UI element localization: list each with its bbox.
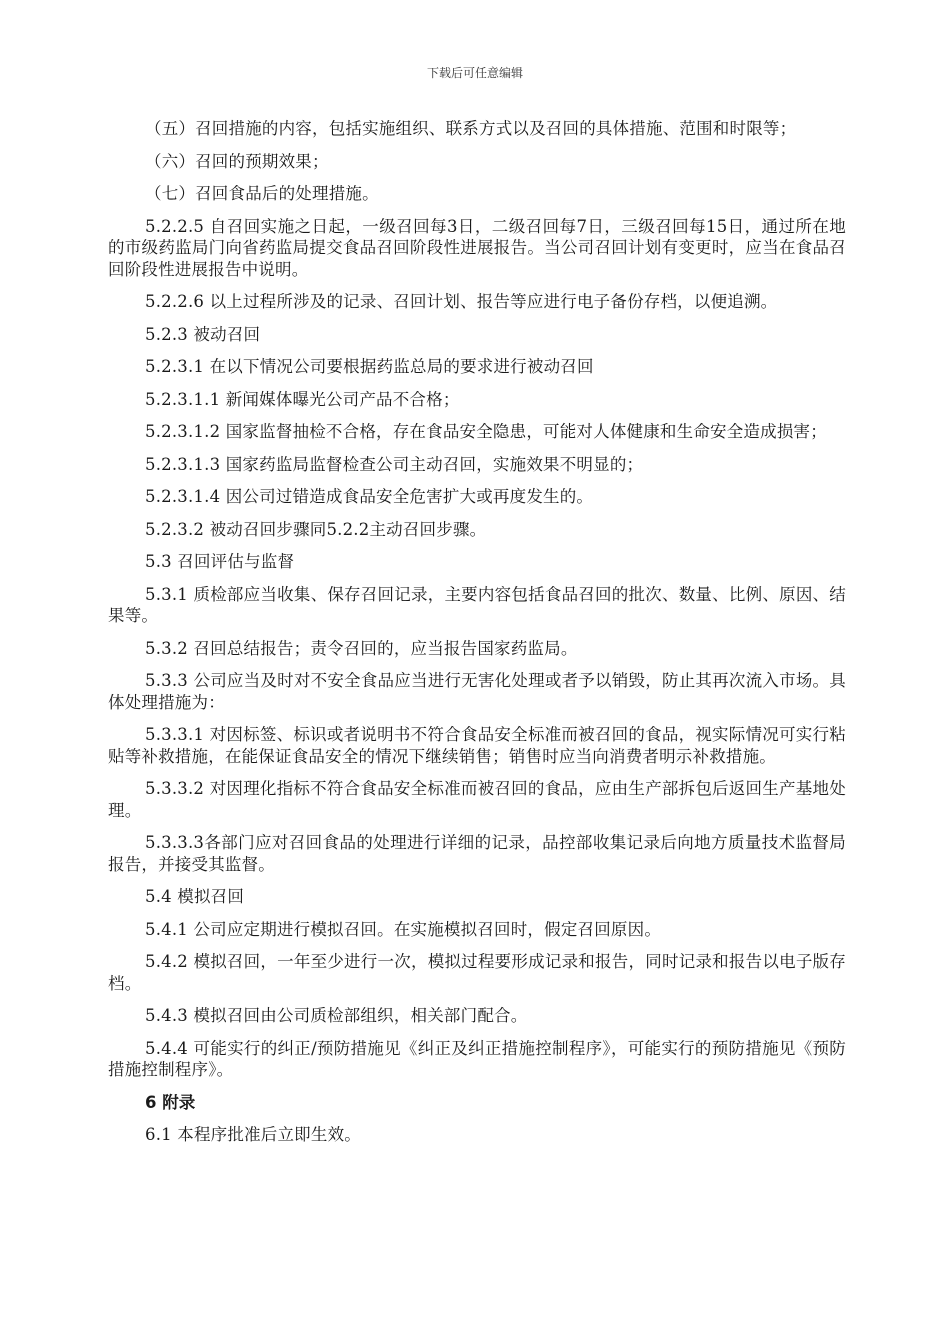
paragraph-5-4-2: 5.4.2 模拟召回，一年至少进行一次，模拟过程要形成记录和报告，同时记录和报告以电子版存档。 [108,952,846,993]
paragraph-5-4-4: 5.4.4 可能实行的纠正/预防措施见《纠正及纠正措施控制程序》，可能实行的预防措施见《预防措施控制程序》。 [108,1038,846,1079]
paragraph-5-4-1: 5.4.1 公司应定期进行模拟召回。在实施模拟召回时，假定召回原因。 [145,919,662,939]
paragraph-5-2-3-1-1: 5.2.3.1.1 新闻媒体曝光公司产品不合格； [145,389,460,409]
paragraph-5-2-3-2: 5.2.3.2 被动召回步骤同5.2.2主动召回步骤。 [145,519,487,539]
paragraph-expected-effect: （六）召回的预期效果； [145,151,329,171]
paragraph-5-2-3-1: 5.2.3.1 在以下情况公司要根据药监总局的要求进行被动召回 [145,357,594,376]
paragraph-5-3-2: 5.3.2 召回总结报告；责令召回的，应当报告国家药监局。 [145,638,578,658]
paragraph-5-3-3-3: 5.3.3.3各部门应对召回食品的处理进行详细的记录，品控部收集记录后向地方质量技术监督局报告，并接受其监督。 [108,833,846,874]
paragraph-5-4: 5.4 模拟召回 [145,887,245,906]
header-note: 下载后可任意编辑 [426,66,523,80]
paragraph-5-3-1: 5.3.1 质检部应当收集、保存召回记录，主要内容包括食品召回的批次、数量、比例、原因、结果等。 [108,584,846,625]
paragraph-5-3-3: 5.3.3 公司应当及时对不安全食品应当进行无害化处理或者予以销毁，防止其再次流入市场。具体处理措施为： [108,671,846,712]
paragraph-5-3-3-2: 5.3.3.2 对因理化指标不符合食品安全标准而被召回的食品，应由生产部拆包后返回生产基地处理。 [108,779,846,820]
paragraph-6-1: 6.1 本程序批准后立即生效。 [145,1125,361,1144]
section-6-heading: 6 附录 [145,1092,196,1112]
paragraph-5-4-3: 5.4.3 模拟召回由公司质检部组织，相关部门配合。 [145,1006,528,1025]
paragraph-recall-measures: （五）召回措施的内容，包括实施组织、联系方式以及召回的具体措施、范围和时限等； [145,119,797,138]
paragraph-5-2-3-1-4: 5.2.3.1.4 因公司过错造成食品安全危害扩大或再度发生的。 [145,487,594,506]
paragraph-5-2-2-6: 5.2.2.6 以上过程所涉及的记录、召回计划、报告等应进行电子备份存档，以便追溯。 [145,292,778,311]
paragraph-5-2-3-1-3: 5.2.3.1.3 国家药监局监督检查公司主动召回，实施效果不明显的； [145,454,644,474]
paragraph-5-3: 5.3 召回评估与监督 [145,552,295,571]
paragraph-5-2-3-1-2: 5.2.3.1.2 国家监督抽检不合格，存在食品安全隐患，可能对人体健康和生命安全造成损害； [145,422,827,441]
paragraph-5-2-2-5: 5.2.2.5 自召回实施之日起，一级召回每3日，二级召回每7日，三级召回每15日，通过所在地的市级药监局门向省药监局提交食品召回阶段性进展报告。当公司召回计划有变更时，应当在食品召回阶段性进展报告中说明。 [108,216,846,279]
paragraph-5-2-3: 5.2.3 被动召回 [145,324,261,344]
document-body [108,118,846,1157]
paragraph-post-recall-handling: （七）召回食品后的处理措施。 [145,184,379,203]
paragraph-5-3-3-1: 5.3.3.1 对因标签、标识或者说明书不符合食品安全标准而被召回的食品，视实际情况可实行粘贴等补救措施，在能保证食品安全的情况下继续销售；销售时应当向消费者明示补救措施。 [108,725,846,766]
